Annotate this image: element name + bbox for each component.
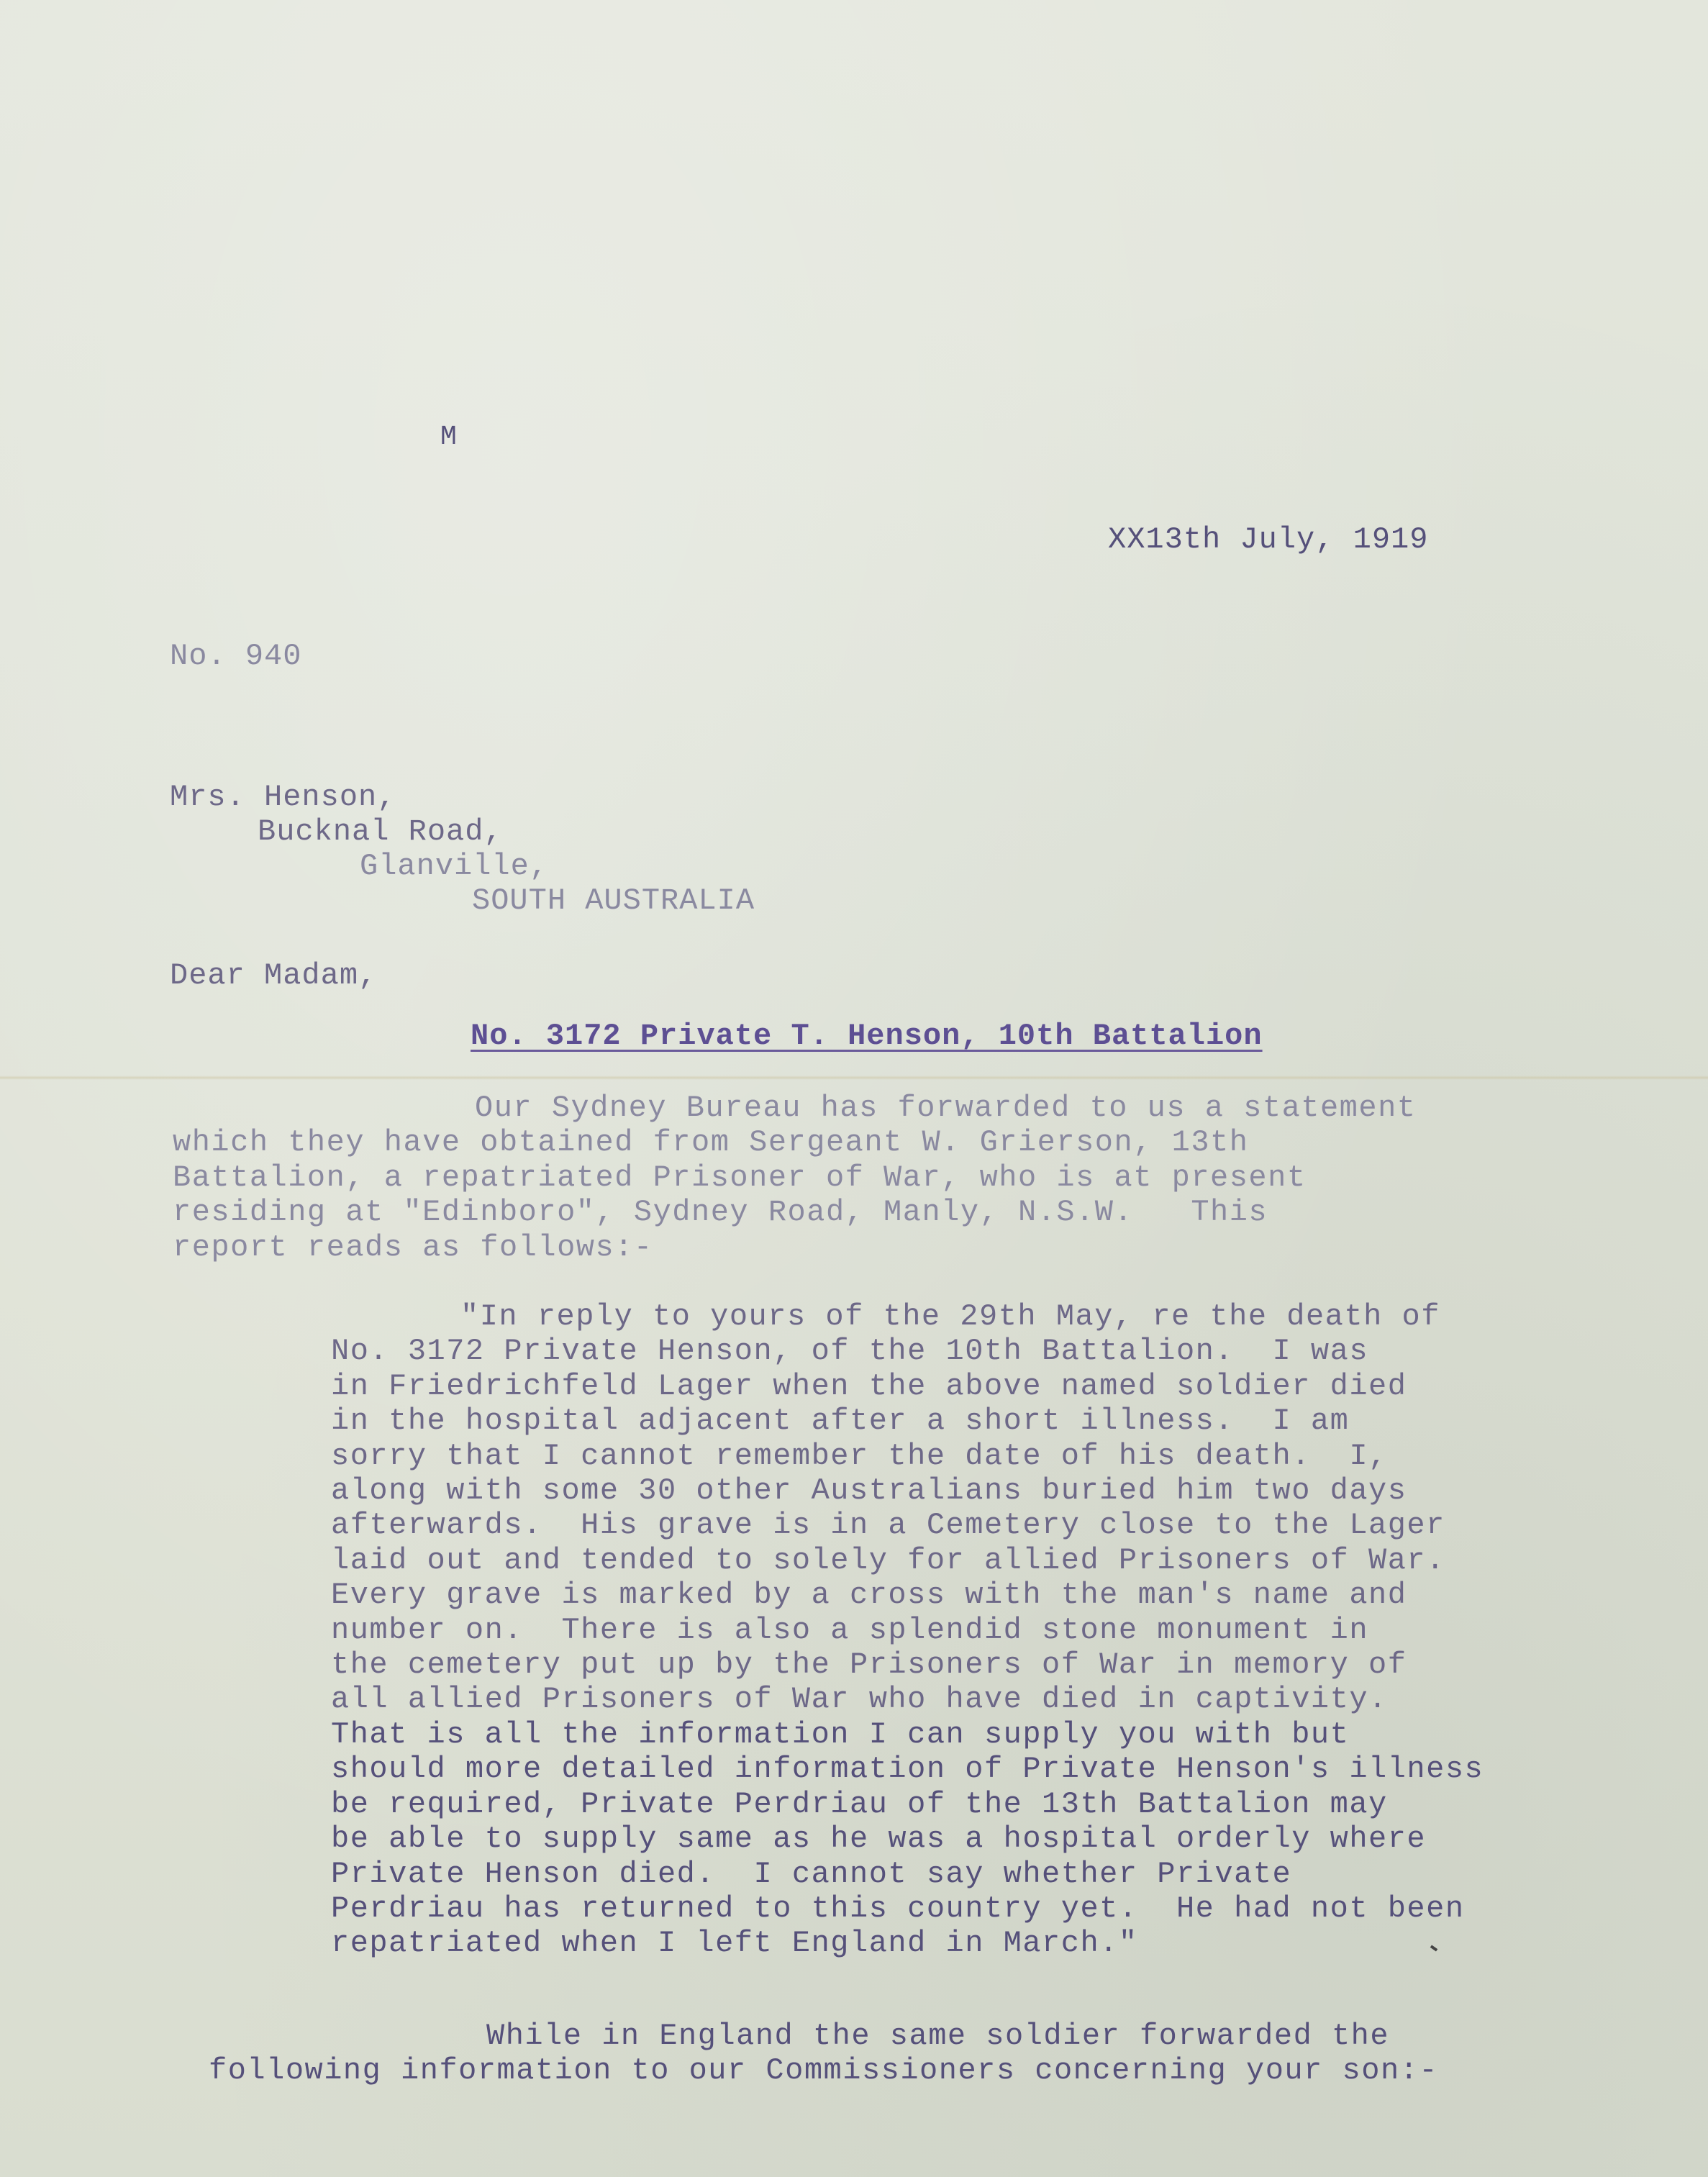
quote-line: in the hospital adjacent after a short illness. I am [331, 1404, 1350, 1439]
address-line: Glanville, [360, 849, 549, 883]
reference-number: No. 940 [170, 639, 302, 673]
letter-initial: M [440, 422, 458, 453]
quote-line: repatriated when I left England in March." [331, 1926, 1138, 1961]
quote-line: "In reply to yours of the 29th May, re the death of [460, 1299, 1440, 1334]
paragraph-line: which they have obtained from Sergeant W. Grierson, 13th [173, 1125, 1249, 1160]
quote-line: Private Henson died. I cannot say whether Private [331, 1856, 1292, 1891]
quote-line: along with some 30 other Australians buried him two days [331, 1473, 1407, 1509]
paper-fold-line [0, 1076, 1708, 1080]
quote-line: be able to supply same as he was a hospital orderly where [331, 1822, 1427, 1857]
paragraph-line: While in England the same soldier forwarded the [486, 2019, 1390, 2053]
quote-line: afterwards. His grave is in a Cemetery close to the Lager [331, 1508, 1445, 1543]
quote-line: all allied Prisoners of War who have died in captivity. [331, 1682, 1388, 1717]
closing-paragraph [209, 2019, 1438, 2089]
quote-line: That is all the information I can supply you with but [331, 1717, 1350, 1752]
intro-paragraph [173, 1091, 1417, 1265]
quote-line: Every grave is marked by a cross with the man's name and [331, 1578, 1407, 1613]
quote-line: in Friedrichfeld Lager when the above named soldier died [331, 1368, 1407, 1404]
address-line: Bucknal Road, [258, 814, 503, 849]
address-line: SOUTH AUSTRALIA [472, 883, 755, 918]
salutation: Dear Madam, [170, 958, 378, 993]
quote-line: number on. There is also a splendid stone monument in [331, 1612, 1369, 1647]
quote-line: sorry that I cannot remember the date of his death. I, [331, 1438, 1388, 1473]
quote-line: should more detailed information of Private Henson's illness [331, 1752, 1484, 1787]
paragraph-line: Battalion, a repatriated Prisoner of War, who is at present [173, 1160, 1307, 1195]
quote-line: No. 3172 Private Henson, of the 10th Battalion. I was [331, 1334, 1369, 1369]
paragraph-line: residing at "Edinboro", Sydney Road, Manly, N.S.W. This [173, 1195, 1268, 1230]
paragraph-line: Our Sydney Bureau has forwarded to us a statement [475, 1091, 1417, 1125]
subject-heading: No. 3172 Private T. Henson, 10th Battalion [471, 1019, 1263, 1053]
paragraph-line: following information to our Commissioners concerning your son:- [209, 2053, 1439, 2089]
quote-line: laid out and tended to solely for allied Prisoners of War. [331, 1542, 1445, 1578]
quoted-statement [331, 1299, 1484, 1961]
letter-date: XX13th July, 1919 [1108, 522, 1429, 557]
quote-line: Perdriau has returned to this country yet. He had not been [331, 1891, 1465, 1926]
quote-line: be required, Private Perdriau of the 13th Battalion may [331, 1786, 1388, 1822]
paragraph-line: report reads as follows:- [173, 1230, 653, 1265]
address-line: Mrs. Henson, [170, 780, 396, 814]
quote-line: the cemetery put up by the Prisoners of War in memory of [331, 1647, 1407, 1683]
